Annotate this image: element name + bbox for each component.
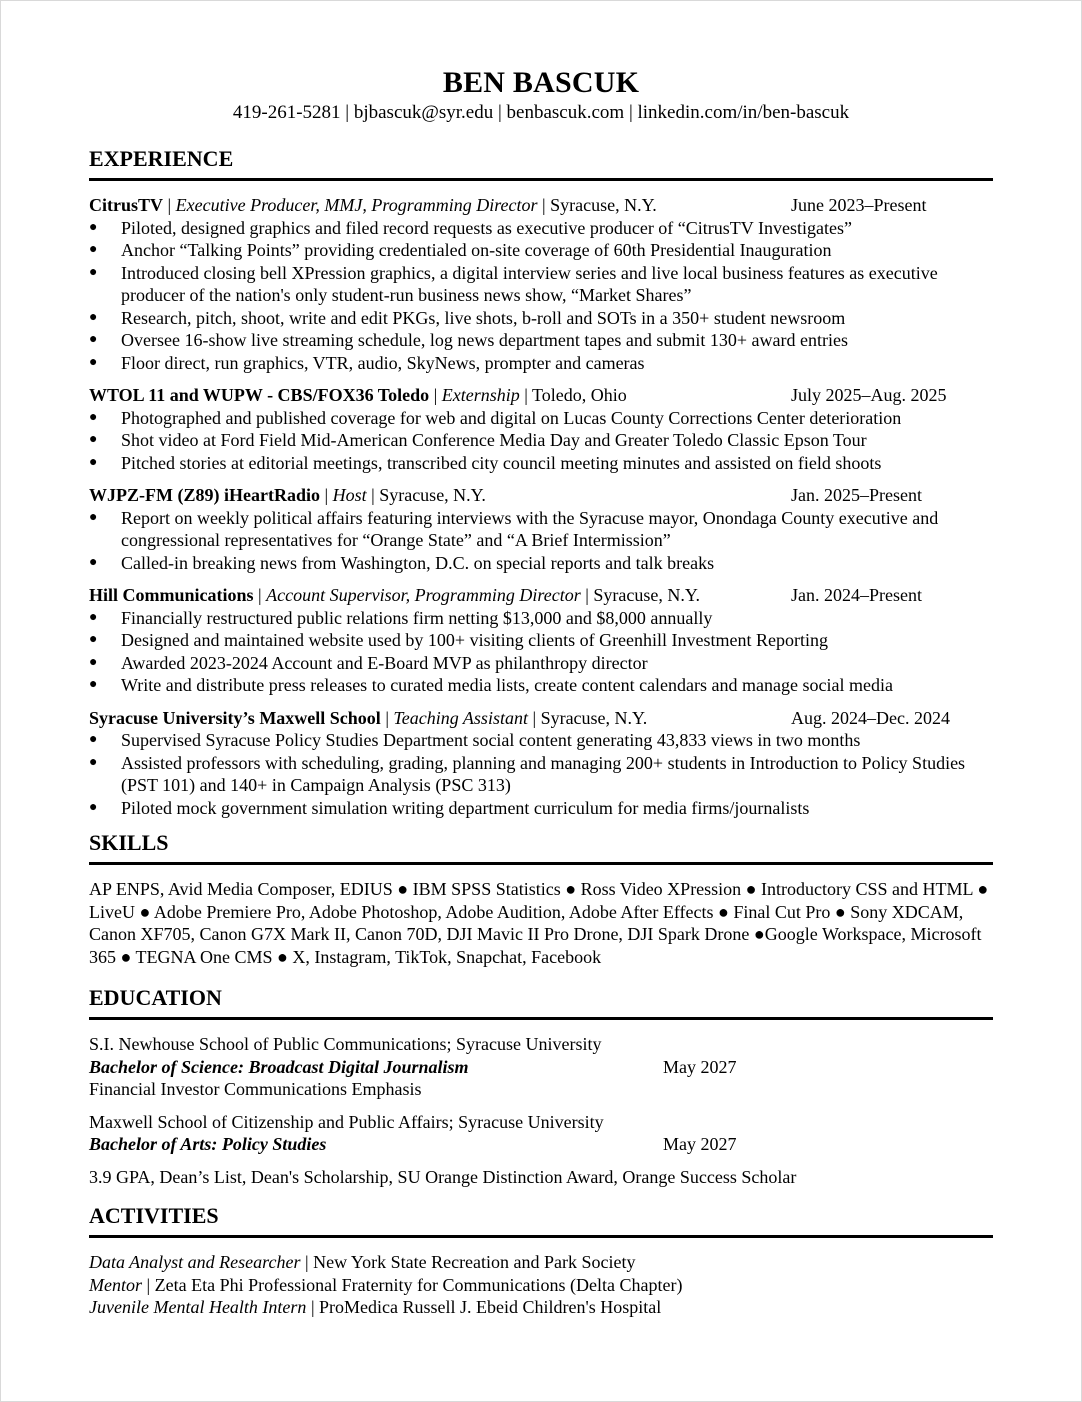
experience-entry <box>89 194 993 374</box>
separator: | <box>580 585 594 605</box>
bullet-icon: ● <box>89 409 98 425</box>
bullet-text: Shot video at Ford Field Mid-American Conference Media Day and Greater Toledo Classic Epson Tour <box>121 430 867 450</box>
bullet-text: Pitched stories at editorial meetings, transcribed city council meeting minutes and assisted on field shoots <box>121 452 882 473</box>
separator: | <box>163 195 176 215</box>
bullet-item <box>89 217 993 240</box>
experience-role: Host <box>332 485 367 505</box>
education-degree: Bachelor of Science: Broadcast Digital Journalism <box>89 1056 469 1077</box>
bullet-text: Supervised Syracuse Policy Studies Department social content generating 43,833 views in two months <box>121 730 861 750</box>
education-degree: Bachelor of Arts: Policy Studies <box>89 1134 327 1154</box>
bullet-text: Financially restructured public relations firm netting $13,000 and $8,000 annually <box>121 607 713 628</box>
education-note: 3.9 GPA, Dean’s List, Dean's Scholarship, SU Orange Distinction Award, Orange Success Scholar <box>89 1166 797 1187</box>
experience-org: Syracuse University’s Maxwell School <box>89 707 381 728</box>
section-title-education: EDUCATION <box>89 985 222 1010</box>
section-divider <box>89 178 993 181</box>
bullet-text: Report on weekly political affairs featuring interviews with the Syracuse mayor, Onondaga County executive and congressional representatives for “Orange State” and “A Brief Intermission” <box>121 507 939 550</box>
experience-role: Externship <box>441 385 520 405</box>
skills-text: AP ENPS, Avid Media Composer, EDIUS ● IBM SPSS Statistics ● Ross Video XPression ● Introductory CSS and HTML ● LiveU ● Adobe Premiere Pro, Adobe Photoshop, Adobe Audition, Adobe After Effects ● Final Cut Pro ● Sony XDCAM, Canon XF705, Canon G7X Mark II, Canon 70D, DJI Mavic II Pro Drone, DJI Spark Drone ●Google Workspace, Microsoft 365 ● TEGNA One CMS ● X, Instagram, TikTok, Snapchat, Facebook <box>89 879 989 967</box>
bullet-icon: ● <box>89 309 98 325</box>
section-divider <box>89 1017 993 1020</box>
bullet-text: Designed and maintained website used by 100+ visiting clients of Greenhill Investment Reporting <box>121 630 829 650</box>
bullet-item <box>89 507 993 552</box>
bullet-item <box>89 329 993 352</box>
bullet-item <box>89 752 993 797</box>
experience-entry <box>89 707 993 820</box>
bullet-icon: ● <box>89 509 98 525</box>
experience-bullets <box>89 217 993 375</box>
bullet-item <box>89 429 993 452</box>
experience-role: Executive Producer, MMJ, Programming Director <box>175 195 538 215</box>
bullet-icon: ● <box>89 654 98 670</box>
separator: | <box>519 385 532 405</box>
bullet-item <box>89 407 993 430</box>
separator: | <box>253 585 267 605</box>
bullet-text: Floor direct, run graphics, VTR, audio, SkyNews, prompter and cameras <box>121 352 645 373</box>
bullet-icon: ● <box>89 632 98 647</box>
experience-bullets <box>89 407 993 475</box>
separator: | <box>306 1297 320 1317</box>
contact-line: 419-261-5281 | bjbascuk@syr.edu | benbascuk.com | linkedin.com/in/ben-bascuk <box>232 102 850 123</box>
education-degree-row <box>89 1056 993 1079</box>
resume-content <box>89 65 993 1319</box>
education-degree-row <box>89 1133 993 1156</box>
section-divider <box>89 862 993 865</box>
bullet-icon: ● <box>89 332 98 347</box>
section-title-experience: EXPERIENCE <box>89 146 234 171</box>
education-entry <box>89 1033 993 1101</box>
education-school: S.I. Newhouse School of Public Communications; Syracuse University <box>89 1034 602 1054</box>
experience-date: June 2023–Present <box>791 195 927 215</box>
activity-item <box>89 1274 993 1297</box>
bullet-icon: ● <box>89 554 98 570</box>
experience-header <box>89 584 993 607</box>
experience-title-line <box>89 584 700 607</box>
experience-org: WTOL 11 and WUPW - CBS/FOX36 Toledo <box>89 385 430 405</box>
experience-org: WJPZ-FM (Z89) iHeartRadio <box>89 485 320 505</box>
bullet-item <box>89 352 993 375</box>
activities-list <box>89 1251 993 1319</box>
bullet-icon: ● <box>89 754 98 770</box>
experience-role: Account Supervisor, Programming Director <box>266 585 581 605</box>
experience-org: Hill Communications <box>89 585 254 605</box>
experience-date: Aug. 2024–Dec. 2024 <box>791 707 950 728</box>
experience-location: Toledo, Ohio <box>532 385 627 405</box>
bullet-text: Write and distribute press releases to curated media lists, create content calendars and manage social media <box>121 675 893 695</box>
bullet-icon: ● <box>89 799 98 815</box>
experience-entry <box>89 384 993 474</box>
section-title-activities: ACTIVITIES <box>89 1203 219 1228</box>
bullet-text: Research, pitch, shoot, write and edit PKGs, live shots, b-roll and SOTs in a 350+ student newsroom <box>121 307 846 328</box>
separator: | <box>380 707 394 728</box>
bullet-item <box>89 307 993 330</box>
education-entry <box>89 1111 993 1189</box>
experience-title-line <box>89 484 486 507</box>
activity-role: Mentor <box>89 1274 142 1295</box>
experience-bullets <box>89 607 993 697</box>
bullet-icon: ● <box>89 264 98 280</box>
bullet-item <box>89 552 993 575</box>
bullet-text: Introduced closing bell XPression graphics, a digital interview series and live local business features as executive producer of the nation's only student-run business news show, “Market Shares” <box>121 262 938 305</box>
section-divider <box>89 1235 993 1238</box>
experience-title-line <box>89 707 647 730</box>
bullet-item <box>89 452 993 475</box>
activity-org: New York State Recreation and Park Society <box>313 1252 636 1272</box>
experience-role: Teaching Assistant <box>393 707 528 728</box>
experience-bullets <box>89 507 993 575</box>
activity-item <box>89 1251 993 1274</box>
activity-org: Zeta Eta Phi Professional Fraternity for Communications (Delta Chapter) <box>154 1274 683 1295</box>
separator: | <box>300 1252 314 1272</box>
education-date: May 2027 <box>663 1056 737 1077</box>
experience-header <box>89 194 993 217</box>
bullet-item <box>89 729 993 752</box>
separator: | <box>429 385 442 405</box>
bullet-item <box>89 239 993 262</box>
experience-bullets <box>89 729 993 819</box>
bullet-icon: ● <box>89 677 98 692</box>
experience-location: Syracuse, N.Y. <box>550 195 657 215</box>
bullet-icon: ● <box>89 354 98 370</box>
bullet-item <box>89 652 993 675</box>
separator: | <box>527 707 541 728</box>
bullet-icon: ● <box>89 242 98 257</box>
bullet-icon: ● <box>89 609 98 625</box>
separator: | <box>319 485 333 505</box>
experience-title-line <box>89 194 657 217</box>
separator: | <box>537 195 551 215</box>
bullet-text: Awarded 2023-2024 Account and E-Board MVP as philanthropy director <box>121 652 648 673</box>
experience-list <box>89 194 993 819</box>
experience-location: Syracuse, N.Y. <box>593 585 701 605</box>
experience-entry <box>89 484 993 574</box>
separator: | <box>366 485 380 505</box>
experience-entry <box>89 584 993 697</box>
bullet-icon: ● <box>89 219 98 235</box>
activity-org: ProMedica Russell J. Ebeid Children's Hospital <box>319 1297 662 1317</box>
bullet-icon: ● <box>89 732 98 747</box>
activity-role: Data Analyst and Researcher <box>89 1252 301 1272</box>
experience-date: Jan. 2025–Present <box>791 485 922 505</box>
bullet-text: Piloted, designed graphics and filed record requests as executive producer of “CitrusTV Investigates” <box>121 217 852 238</box>
experience-header <box>89 707 993 730</box>
experience-org: CitrusTV <box>89 195 164 215</box>
bullet-item <box>89 629 993 652</box>
bullet-item <box>89 607 993 630</box>
resume-name: BEN BASCUK <box>442 66 640 99</box>
experience-header <box>89 384 993 407</box>
education-school: Maxwell School of Citizenship and Public Affairs; Syracuse University <box>89 1111 604 1132</box>
activity-role: Juvenile Mental Health Intern <box>89 1297 307 1317</box>
activity-item <box>89 1296 993 1319</box>
experience-location: Syracuse, N.Y. <box>379 485 486 505</box>
experience-date: Jan. 2024–Present <box>791 585 922 605</box>
bullet-item <box>89 797 993 820</box>
bullet-text: Anchor “Talking Points” providing credentialed on-site coverage of 60th Presidential Inauguration <box>121 240 832 260</box>
experience-header <box>89 484 993 507</box>
bullet-icon: ● <box>89 432 98 447</box>
separator: | <box>142 1274 155 1295</box>
experience-title-line <box>89 384 627 407</box>
bullet-item <box>89 674 993 697</box>
bullet-text: Called-in breaking news from Washington, D.C. on special reports and talk breaks <box>121 552 715 573</box>
experience-date: July 2025–Aug. 2025 <box>791 385 947 405</box>
bullet-icon: ● <box>89 454 98 470</box>
bullet-item <box>89 262 993 307</box>
bullet-text: Photographed and published coverage for web and digital on Lucas County Corrections Center deterioration <box>121 407 902 428</box>
bullet-text: Assisted professors with scheduling, grading, planning and managing 200+ students in Introduction to Policy Studies (PST 101) and 140+ in Campaign Analysis (PSC 313) <box>121 752 966 795</box>
education-note: Financial Investor Communications Emphasis <box>89 1079 422 1099</box>
experience-location: Syracuse, N.Y. <box>540 707 648 728</box>
education-date: May 2027 <box>663 1134 737 1154</box>
bullet-text: Oversee 16-show live streaming schedule, log news department tapes and submit 130+ award entries <box>121 330 848 350</box>
bullet-text: Piloted mock government simulation writing department curriculum for media firms/journalists <box>121 797 810 818</box>
section-title-skills: SKILLS <box>89 830 169 855</box>
